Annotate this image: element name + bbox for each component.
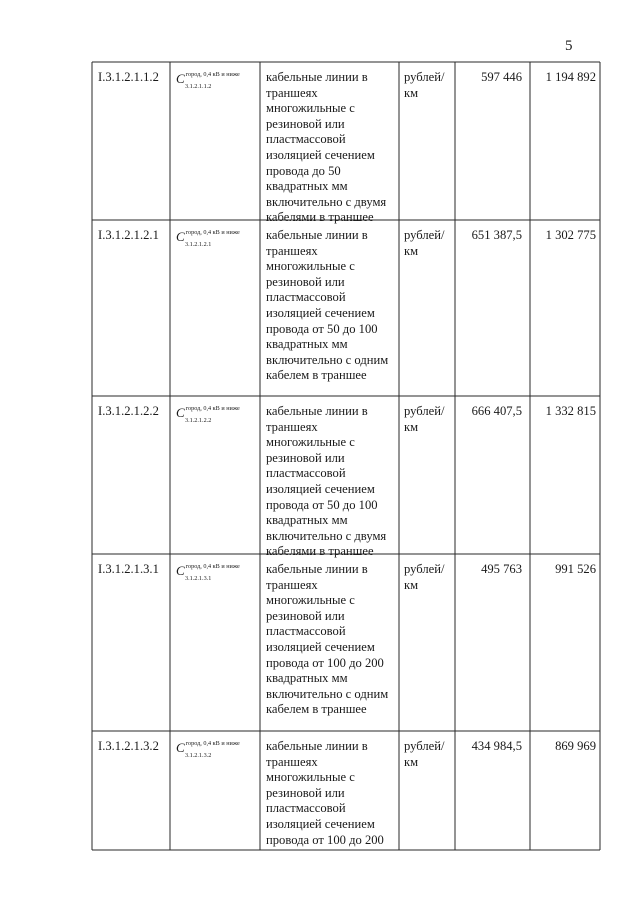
row-value-2: 1 194 892 <box>545 70 596 84</box>
row-unit: рублей/ км <box>404 562 445 592</box>
row-code: I.3.1.2.1.2.2 <box>98 404 159 418</box>
row-value-2: 1 332 815 <box>545 404 596 418</box>
row-description: кабельные линии в траншеях многожильные с резиновой или пластмассовой изоляцией сечением провода от 50 до 100 квадратных мм включительно с двумя кабелями в траншее <box>266 404 387 559</box>
row-value-1: 666 407,5 <box>471 404 522 418</box>
tariff-symbol: $C^{город, 0,4 кВ и ниже}$ 3.1.2.1.2.2 <box>176 405 240 424</box>
row-unit: рублей/ км <box>404 739 445 769</box>
tariff-symbol: $C^{город, 0,4 кВ и ниже}$ 3.1.2.1.3.1 <box>176 563 240 582</box>
row-value-1: 597 446 <box>481 70 522 84</box>
row-code: I.3.1.2.1.3.2 <box>98 739 159 753</box>
row-value-1: 434 984,5 <box>471 739 522 753</box>
tariff-symbol: $C^{город, 0,4 кВ и ниже}$ 3.1.2.1.2.1 <box>176 229 240 248</box>
row-description: кабельные линии в траншеях многожильные с резиновой или пластмассовой изоляцией сечением провода до 50 квадратных мм включительно с двумя кабелями в траншее <box>266 70 387 225</box>
row-unit: рублей/ км <box>404 404 445 434</box>
row-code: I.3.1.2.1.2.1 <box>98 228 159 242</box>
row-description: кабельные линии в траншеях многожильные с резиновой или пластмассовой изоляцией сечением провода от 100 до 200 квадратных мм включительно с одним кабелем в траншее <box>266 562 389 717</box>
row-value-2: 991 526 <box>555 562 596 576</box>
row-value-2: 869 969 <box>555 739 596 753</box>
tariff-symbol: $C^{город, 0,4 кВ и ниже}$ 3.1.2.1.1.2 <box>176 71 240 90</box>
row-description: кабельные линии в траншеях многожильные с резиновой или пластмассовой изоляцией сечением провода от 50 до 100 квадратных мм включительно с одним кабелем в траншее <box>266 228 389 383</box>
row-code: I.3.1.2.1.1.2 <box>98 70 159 84</box>
row-unit: рублей/ км <box>404 70 445 100</box>
row-unit: рублей/ км <box>404 228 445 258</box>
row-value-2: 1 302 775 <box>545 228 596 242</box>
row-value-1: 651 387,5 <box>471 228 522 242</box>
page-number: 5 <box>565 38 573 54</box>
row-value-1: 495 763 <box>481 562 522 576</box>
row-description: кабельные линии в траншеях многожильные с резиновой или пластмассовой изоляцией сечением провода от 100 до 200 <box>266 739 384 847</box>
tariff-symbol: $C^{город, 0,4 кВ и ниже}$ 3.1.2.1.3.2 <box>176 740 240 759</box>
row-code: I.3.1.2.1.3.1 <box>98 562 159 576</box>
